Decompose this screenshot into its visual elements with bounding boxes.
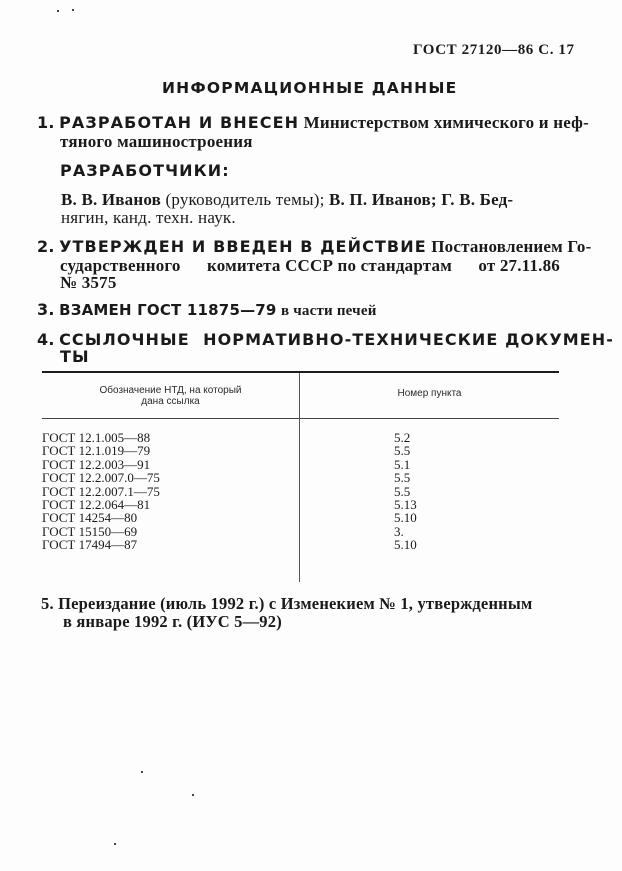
section-4-line-1 (37, 330, 614, 350)
section-2-line-3: № 3575 (60, 273, 117, 292)
section-number: 5. (41, 594, 54, 613)
scan-artifact (192, 794, 194, 796)
section-heading: ССЫЛОЧНЫЕ НОРМАТИВНО-ТЕХНИЧЕСКИЕ ДОКУМЕН- (59, 330, 615, 349)
table-cell-clause: 5.5 (394, 483, 411, 499)
table-cell-clause: 3. (394, 523, 404, 539)
table-cell-document: ГОСТ 12.2.007.1—75 (42, 483, 160, 499)
section-text: Министерством химического и неф- (303, 113, 590, 132)
header-text: Обозначение НТД, на который (99, 385, 242, 396)
developers-line-1 (61, 190, 513, 210)
section-5-line-2: в январе 1992 г. (ИУС 5—92) (63, 612, 282, 631)
section-text: Переиздание (июль 1992 г.) с Изменекием № 1, утвержденным (58, 594, 533, 613)
scan-artifact (141, 771, 143, 773)
table-header-document (42, 385, 299, 407)
table-cell-document: ГОСТ 12.2.007.0—75 (42, 470, 160, 486)
table-cell-clause: 5.1 (394, 456, 411, 472)
section-heading: УТВЕРЖДЕН И ВВЕДЕН В ДЕЙСТВИЕ (59, 237, 427, 256)
developer-role: (руководитель темы); (165, 190, 325, 209)
section-text: в части печей (281, 303, 377, 319)
section-number: 2. (37, 237, 55, 256)
table-cell-document: ГОСТ 12.2.064—81 (42, 497, 151, 513)
section-number: 3. (37, 300, 55, 319)
section-4-line-2: ТЫ (60, 347, 90, 366)
section-number: 4. (37, 330, 55, 349)
section-text: комитета СССР по стандартам (206, 256, 453, 275)
table-column-documents (42, 431, 160, 552)
scan-artifact (72, 9, 74, 11)
developer-name: Г. В. Бед- (441, 190, 514, 209)
scan-artifact (57, 10, 59, 12)
table-cell-clause: 5.10 (394, 537, 417, 553)
developer-name: В. П. Иванов; (328, 190, 437, 209)
table-cell-clause: 5.10 (394, 510, 417, 526)
section-1-line-1 (37, 113, 589, 133)
header-text: дана ссылка (141, 396, 200, 407)
section-text: сударственного (60, 256, 181, 275)
table-cell-document: ГОСТ 14254—80 (42, 510, 138, 526)
developer-name: В. В. Иванов (61, 190, 162, 209)
section-heading: РАЗРАБОТАН И ВНЕСЕН (59, 113, 300, 132)
table-cell-clause: 5.5 (394, 470, 411, 486)
table-cell-document: ГОСТ 12.2.003—91 (42, 456, 151, 472)
table-cell-clause: 5.13 (394, 497, 417, 513)
table-column-divider (299, 373, 300, 582)
table-cell-document: ГОСТ 12.1.019—79 (42, 443, 151, 459)
section-heading: ВЗАМЕН ГОСТ 11875—79 (59, 301, 277, 319)
section-number: 1. (37, 113, 55, 132)
table-cell-clause: 5.5 (394, 443, 411, 459)
table-header-rule (42, 418, 559, 419)
section-text: Постановлением Го- (431, 237, 592, 256)
table-cell-clause: 5.2 (394, 430, 411, 445)
table-top-rule (42, 371, 559, 373)
table-cell-document: ГОСТ 17494—87 (42, 537, 138, 553)
page-title: ИНФОРМАЦИОННЫЕ ДАННЫЕ (162, 79, 458, 97)
table-cell-document: ГОСТ 15150—69 (42, 523, 138, 539)
scan-artifact (114, 843, 116, 845)
table-column-clauses (394, 431, 417, 552)
developers-heading: РАЗРАБОТЧИКИ: (60, 161, 230, 180)
table-header-clause: Номер пункта (397, 388, 462, 399)
section-1-line-2: тяного машиностроения (60, 132, 253, 151)
running-header: ГОСТ 27120—86 С. 17 (413, 42, 575, 58)
section-5-line-1 (41, 594, 532, 614)
section-2-line-2 (60, 256, 560, 276)
section-3 (37, 300, 377, 320)
table-cell-document: ГОСТ 12.1.005—88 (42, 430, 151, 445)
section-2-line-1 (37, 237, 592, 257)
section-date: от 27.11.86 (478, 256, 560, 275)
developers-line-2: нягин, канд. техн. наук. (61, 208, 236, 227)
